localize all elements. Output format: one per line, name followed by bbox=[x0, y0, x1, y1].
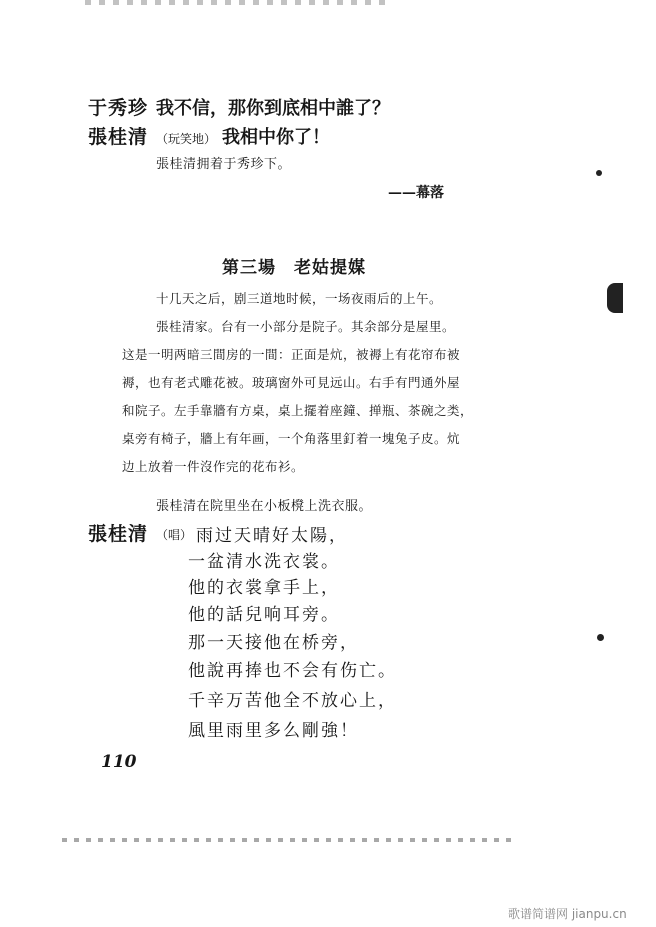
speaker-zhang-guiqing-song: 張桂清 bbox=[88, 523, 149, 545]
speaker-yu-xiuzhen: 于秀珍 bbox=[88, 97, 149, 119]
scan-edge-top bbox=[85, 0, 385, 5]
scene-desc-line-5: 和院子。左手靠牆有方桌，桌上擺着座鐘、掸瓶、茶碗之类， bbox=[122, 403, 474, 418]
curtain-falls: ——幕落 bbox=[388, 185, 444, 201]
speaker-zhang-guiqing: 張桂清 bbox=[88, 126, 149, 148]
verse-line-2: 一盆清水洗衣裳。 bbox=[188, 552, 340, 572]
scan-dot-1 bbox=[596, 170, 602, 176]
verse-line-3: 他的衣裳拿手上， bbox=[188, 578, 340, 598]
scene-title: 第三場 老姑提媒 bbox=[222, 258, 366, 278]
verse-line-1: 雨过天晴好太陽， bbox=[196, 526, 348, 546]
scene-desc-line-4: 褥，也有老式雕花被。玻璃窗外可見远山。右手有門通外屋 bbox=[122, 375, 461, 390]
dialogue-line-1: 我不信，那你到底相中誰了？ bbox=[156, 98, 390, 119]
scene-desc-line-7: 边上放着一件沒作完的花布衫。 bbox=[122, 459, 305, 474]
stage-direction-exit: 張桂清拥着于秀珍下。 bbox=[156, 157, 292, 172]
verse-line-7: 千辛万苦他全不放心上， bbox=[188, 691, 397, 711]
page-number: 110 bbox=[101, 752, 137, 772]
scene-desc-line-6: 桌旁有椅子，牆上有年画，一个角落里釘着一塊兔子皮。炕 bbox=[122, 431, 461, 446]
sing-direction: （唱） bbox=[156, 528, 193, 542]
scene-desc-line-3: 这是一明两暗三間房的一間：正面是炕，被褥上有花帘布被 bbox=[122, 347, 461, 362]
scan-dot-2 bbox=[597, 634, 604, 641]
verse-line-4: 他的話兒响耳旁。 bbox=[188, 605, 340, 625]
scan-edge-bottom bbox=[62, 838, 517, 842]
dialogue-line-2: 我相中你了！ bbox=[222, 127, 330, 148]
stage-direction-washing: 張桂清在院里坐在小板櫈上洗衣服。 bbox=[156, 499, 373, 514]
scan-blot-edge bbox=[607, 283, 623, 313]
verse-line-5: 那一天接他在桥旁， bbox=[188, 633, 359, 653]
verse-line-6: 他說再捧也不会有伤亡。 bbox=[188, 661, 397, 681]
stage-direction-inline: （玩笑地） bbox=[156, 132, 217, 146]
scene-desc-line-2: 張桂清家。台有一小部分是院子。其余部分是屋里。 bbox=[156, 319, 456, 334]
scene-desc-line-1: 十几天之后，剧三道地时候，一场夜雨后的上午。 bbox=[156, 291, 443, 306]
verse-line-8: 風里雨里多么剛強！ bbox=[188, 721, 359, 741]
watermark: 歌谱简谱网 jianpu.cn bbox=[508, 907, 627, 921]
